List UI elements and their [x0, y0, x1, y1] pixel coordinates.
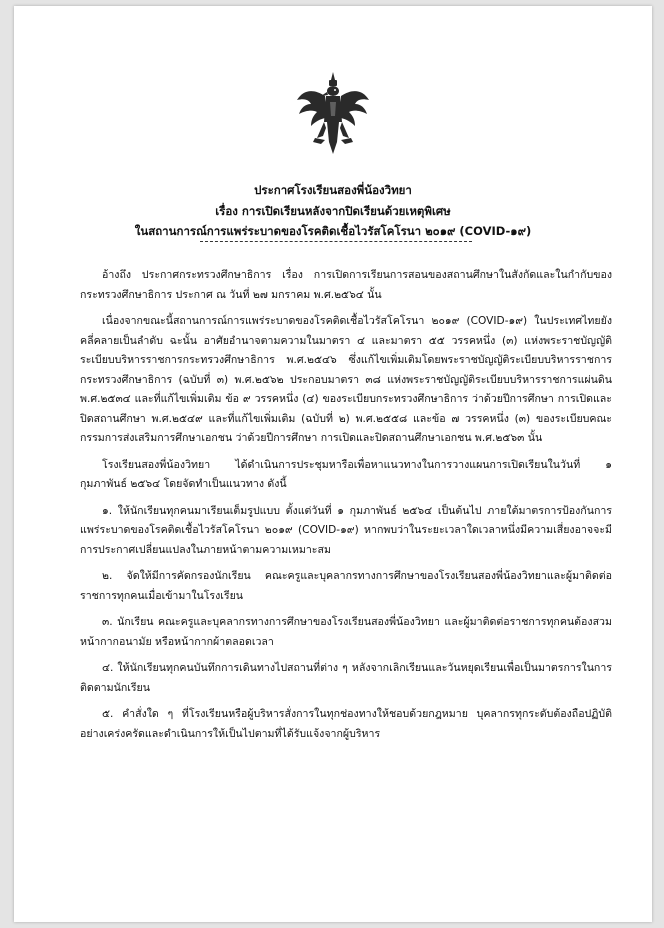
announcement-body	[80, 266, 612, 751]
intro-paragraph: โรงเรียนสองพี่น้องวิทยา ได้ดำเนินการประชุมหารือเพื่อหาแนวทางในการวางแผนการเปิดเรียนในวันที่ ๑ กุมภาพันธ์ ๒๕๖๔ โดยจัดทำเป็นแนวทาง ดังนี้	[80, 458, 612, 490]
announcement-context: ในสถานการณ์การแพร่ระบาดของโรคติดเชื้อไวรัสโคโรนา ๒๐๑๙ (COVID-๑๙)	[134, 224, 532, 238]
measure-item-1: ๑. ให้นักเรียนทุกคนมาเรียนเต็มรูปแบบ ตั้งแต่วันที่ ๑ กุมภาพันธ์ ๒๕๖๔ เป็นต้นไป ภายใต้มาตรการป้องกันการแพร่ระบาดของโรคติดเชื้อไวรัสโคโรนา ๒๐๑๙ (COVID-๑๙) หากพบว่าในระยะเวลาใดเวลาหนึ่งมีความเสี่ยงอาจจะมีการประกาศเปลี่ยนแปลงในภายหน้าตามความเหมาะสม	[80, 504, 612, 556]
garuda-emblem-icon	[295, 70, 371, 156]
measure-item-5: ๕. คำสั่งใด ๆ ที่โรงเรียนหรือผู้บริหารสั่งการในทุกช่องทางให้ชอบด้วยกฎหมาย บุคลากรทุกระดับต้องถือปฏิบัติอย่างเคร่งครัดและดำเนินการให้เป็นไปตามที่ได้รับแจ้งจากผู้บริหาร	[80, 708, 612, 740]
document-page	[14, 6, 652, 922]
announcement-subject: เรื่อง การเปิดเรียนหลังจากปิดเรียนด้วยเหตุพิเศษ	[215, 204, 451, 218]
announcement-issuer: ประกาศโรงเรียนสองพี่น้องวิทยา	[254, 183, 412, 197]
background-paragraph: เนื่องจากขณะนี้สถานการณ์การแพร่ระบาดของโรคติดเชื้อไวรัสโคโรนา ๒๐๑๙ (COVID-๑๙) ในประเทศไทยยังคลี่คลายเป็นลำดับ ฉะนั้น อาศัยอำนาจตามความในมาตรา ๔ และมาตรา ๕๕ วรรคหนึ่ง (๓) แห่งพระราชบัญญัติระเบียบบริหารราชการกระทรวงศึกษาธิการ พ.ศ.๒๕๔๖ ซึ่งแก้ไขเพิ่มเติมโดยพระราชบัญญัติระเบียบบริหารราชการกระทรวงศึกษาธิการ (ฉบับที่ ๓) พ.ศ.๒๕๖๒ ประกอบมาตรา ๓๘ แห่งพระราชบัญญัติระเบียบบริหารราชการแผ่นดิน พ.ศ.๒๕๓๔ และที่แก้ไขเพิ่มเติม ข้อ ๙ วรรคหนึ่ง (๔) ของระเบียบกระทรวงศึกษาธิการ ว่าด้วยปีการศึกษา การเปิดและปิดสถานศึกษา พ.ศ.๒๕๔๙ และที่แก้ไขเพิ่มเติม (ฉบับที่ ๒) พ.ศ.๒๕๕๘ และข้อ ๗ วรรคหนึ่ง (๓) ของระเบียบคณะกรรมการส่งเสริมการศึกษาเอกชน ว่าด้วยปีการศึกษา การเปิดและปิดสถานศึกษาเอกชน พ.ศ.๒๕๖๓ นั้น	[80, 315, 612, 444]
reference-paragraph: อ้างถึง ประกาศกระทรวงศึกษาธิการ เรื่อง การเปิดการเรียนการสอนของสถานศึกษาในสังกัดและในกำกับของกระทรวงศึกษาธิการ ประกาศ ณ วันที่ ๒๗ มกราคม พ.ศ.๒๕๖๔ นั้น	[80, 269, 612, 301]
measure-item-3: ๓. นักเรียน คณะครูและบุคลากรทางการศึกษาของโรงเรียนสองพี่น้องวิทยา และผู้มาติดต่อราชการทุกคนต้องสวมหน้ากากอนามัย หรือหน้ากากผ้าตลอดเวลา	[80, 616, 612, 648]
measure-item-4: ๔. ให้นักเรียนทุกคนบันทึกการเดินทางไปสถานที่ต่าง ๆ หลังจากเลิกเรียนและวันหยุดเรียนเพื่อเป็นมาตรการในการติดตามนักเรียน	[80, 662, 612, 694]
measure-item-2: ๒. จัดให้มีการคัดกรองนักเรียน คณะครูและบุคลากรทางการศึกษาของโรงเรียนสองพี่น้องวิทยาและผู้มาติดต่อราชการทุกคนเมื่อเข้ามาในโรงเรียน	[80, 570, 612, 602]
title-divider	[200, 241, 472, 242]
